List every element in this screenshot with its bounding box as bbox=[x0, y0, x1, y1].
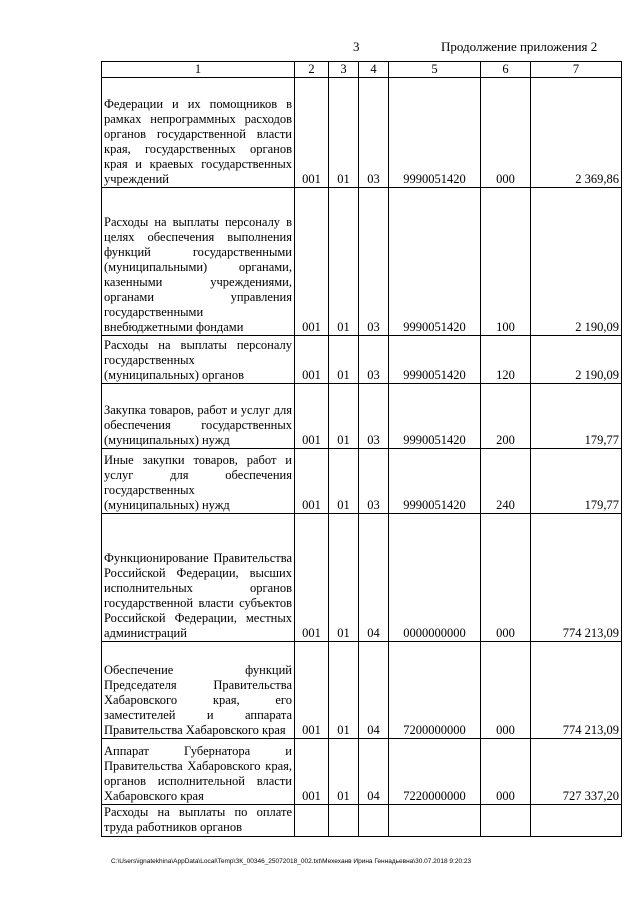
row-name: Федерации и их помощников в рамках непрограммных расходов органов государственной власти края, государственных органов края и краевых государственных учреждений bbox=[102, 78, 295, 188]
grbs-code: 001 bbox=[295, 739, 329, 805]
section-code: 01 bbox=[329, 384, 359, 449]
amount: 179,77 bbox=[531, 384, 622, 449]
budget-table bbox=[101, 61, 622, 837]
subsection-code: 04 bbox=[359, 739, 389, 805]
expense-type-code: 000 bbox=[481, 642, 531, 739]
grbs-code: 001 bbox=[295, 449, 329, 514]
target-article-code: 7200000000 bbox=[389, 642, 481, 739]
subsection-code: 03 bbox=[359, 384, 389, 449]
expense-type-code: 240 bbox=[481, 449, 531, 514]
file-path-footer: C:\Users\ignatekhina\AppData\Local\Temp\ЗК_00346_25072018_002.txt\Мехеханв Ирина Геннадьевна\30.07.2018 9:20:23 bbox=[111, 858, 472, 865]
row-name: Функционирование Правительства Российской Федерации, высших исполнительных органов государственной власти субъектов Российской Федерации, местных администраций bbox=[102, 514, 295, 642]
grbs-code: 001 bbox=[295, 384, 329, 449]
amount: 2 369,86 bbox=[531, 78, 622, 188]
column-number: 4 bbox=[359, 62, 389, 78]
continuation-label: Продолжение приложения 2 bbox=[441, 39, 598, 54]
section-code: 01 bbox=[329, 449, 359, 514]
target-article-code: 9990051420 bbox=[389, 78, 481, 188]
subsection-code: 03 bbox=[359, 336, 389, 384]
section-code: 01 bbox=[329, 514, 359, 642]
row-name: Расходы на выплаты персоналу государственных (муниципальных) органов bbox=[102, 336, 295, 384]
table-row bbox=[102, 188, 622, 336]
target-article-code: 7220000000 bbox=[389, 739, 481, 805]
row-name: Обеспечение функций Председателя Правительства Хабаровского края, его заместителей и аппарата Правительства Хабаровского края bbox=[102, 642, 295, 739]
column-number: 1 bbox=[102, 62, 295, 78]
expense-type-code bbox=[481, 805, 531, 837]
expense-type-code: 100 bbox=[481, 188, 531, 336]
table-row bbox=[102, 805, 622, 837]
subsection-code: 03 bbox=[359, 188, 389, 336]
grbs-code bbox=[295, 805, 329, 837]
table-row bbox=[102, 384, 622, 449]
grbs-code: 001 bbox=[295, 188, 329, 336]
grbs-code: 001 bbox=[295, 514, 329, 642]
table-row bbox=[102, 449, 622, 514]
expense-type-code: 120 bbox=[481, 336, 531, 384]
row-name: Закупка товаров, работ и услуг для обеспечения государственных (муниципальных) нужд bbox=[102, 384, 295, 449]
table-row bbox=[102, 514, 622, 642]
expense-type-code: 000 bbox=[481, 739, 531, 805]
column-number-row bbox=[102, 62, 622, 78]
amount: 179,77 bbox=[531, 449, 622, 514]
amount: 774 213,09 bbox=[531, 642, 622, 739]
section-code: 01 bbox=[329, 188, 359, 336]
expense-type-code: 000 bbox=[481, 514, 531, 642]
amount bbox=[531, 805, 622, 837]
table-row bbox=[102, 336, 622, 384]
column-number: 5 bbox=[389, 62, 481, 78]
target-article-code: 9990051420 bbox=[389, 188, 481, 336]
table-row bbox=[102, 642, 622, 739]
section-code: 01 bbox=[329, 739, 359, 805]
column-number: 7 bbox=[531, 62, 622, 78]
target-article-code: 0000000000 bbox=[389, 514, 481, 642]
target-article-code: 9990051420 bbox=[389, 384, 481, 449]
row-name: Иные закупки товаров, работ и услуг для обеспечения государственных (муниципальных) нужд bbox=[102, 449, 295, 514]
target-article-code bbox=[389, 805, 481, 837]
target-article-code: 9990051420 bbox=[389, 449, 481, 514]
grbs-code: 001 bbox=[295, 642, 329, 739]
section-code: 01 bbox=[329, 78, 359, 188]
amount: 2 190,09 bbox=[531, 336, 622, 384]
expense-type-code: 000 bbox=[481, 78, 531, 188]
subsection-code: 03 bbox=[359, 449, 389, 514]
page-number: 3 bbox=[353, 39, 360, 54]
grbs-code: 001 bbox=[295, 336, 329, 384]
column-number: 2 bbox=[295, 62, 329, 78]
subsection-code: 04 bbox=[359, 642, 389, 739]
section-code bbox=[329, 805, 359, 837]
subsection-code bbox=[359, 805, 389, 837]
section-code: 01 bbox=[329, 642, 359, 739]
grbs-code: 001 bbox=[295, 78, 329, 188]
table-row bbox=[102, 739, 622, 805]
section-code: 01 bbox=[329, 336, 359, 384]
subsection-code: 04 bbox=[359, 514, 389, 642]
column-number: 3 bbox=[329, 62, 359, 78]
row-name: Расходы на выплаты персоналу в целях обеспечения выполнения функций государственными (муниципальными) органами, казенными учреждениями, органами управления государственными внебюджетными фондами bbox=[102, 188, 295, 336]
target-article-code: 9990051420 bbox=[389, 336, 481, 384]
subsection-code: 03 bbox=[359, 78, 389, 188]
row-name: Расходы на выплаты по оплате труда работников органов bbox=[102, 805, 295, 837]
amount: 2 190,09 bbox=[531, 188, 622, 336]
amount: 774 213,09 bbox=[531, 514, 622, 642]
expense-type-code: 200 bbox=[481, 384, 531, 449]
column-number: 6 bbox=[481, 62, 531, 78]
row-name: Аппарат Губернатора и Правительства Хабаровского края, органов исполнительной власти Хабаровского края bbox=[102, 739, 295, 805]
amount: 727 337,20 bbox=[531, 739, 622, 805]
table-row bbox=[102, 78, 622, 188]
